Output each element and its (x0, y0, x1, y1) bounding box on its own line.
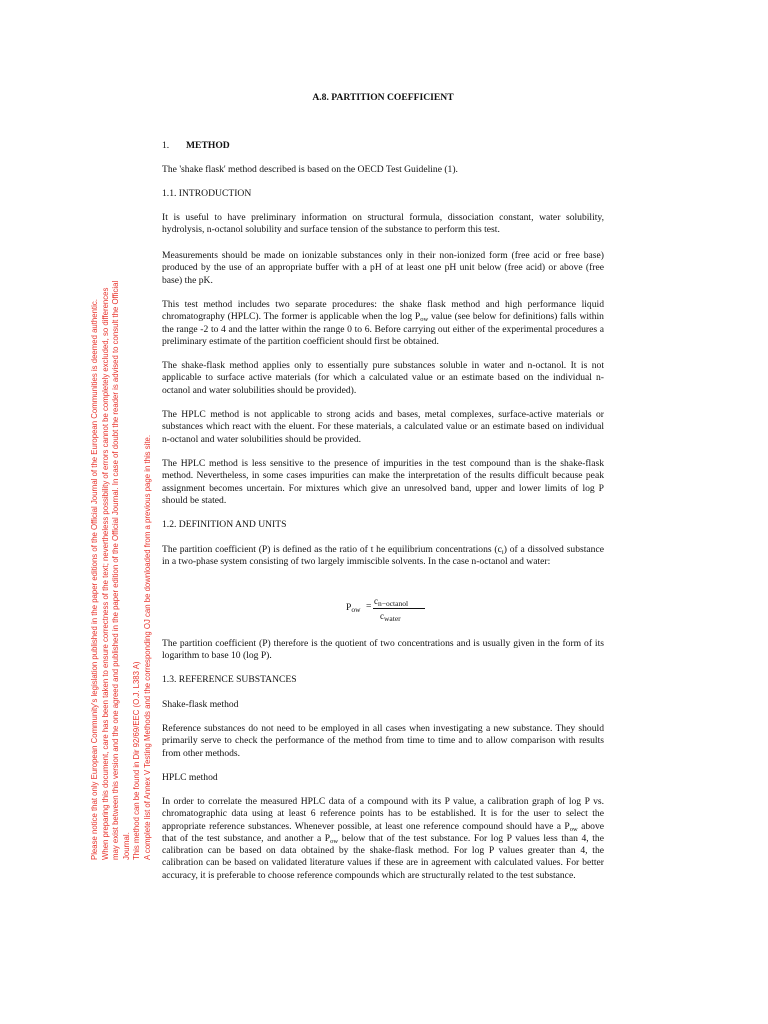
fraction-bar (373, 608, 425, 609)
subscript: ow (569, 825, 578, 833)
section-number: 1. (162, 140, 170, 151)
notice-line: This method can be found in Dir 92/69/EEC (O.J. L383 A) (132, 661, 141, 860)
shake-flask-subheading: Shake-flask method (162, 699, 239, 710)
introduction-heading: 1.1. INTRODUCTION (162, 188, 252, 199)
intro-paragraph-6: The HPLC method is less sensitive to the presence of impurities in the test compound than is the shake-flask method. Nevertheless, in some cases impurities can make the interpretation of the results difficult because peak assignment becomes uncertain. For mixtures which give an unresolved band, upper and lower limits of log P should be stated. (162, 458, 604, 506)
text-run: ) of a dissolved substance in a two-phase system consisting of two largely immiscible solvents. In the case n-octanol and water: (162, 544, 604, 568)
text-run: This test method includes two separate procedures: the shake flask method and high performance liquid chromatography (HPLC). The former is applicable when the log P (162, 299, 604, 323)
legal-notice-sidebar (90, 170, 156, 860)
formula-symbol: c (374, 596, 378, 606)
reference-heading: 1.3. REFERENCE SUBSTANCES (162, 674, 297, 685)
formula-lhs (346, 602, 361, 614)
text-run: In order to correlate the measured HPLC data of a compound with its P value, a calibration graph of log P vs. chromatographic data using at least 6 reference points has to be established. It is for the user to select the appropriate reference substances. Whenever possible, at least one reference compound should have a P (162, 796, 604, 832)
method-intro: The 'shake flask' method described is based on the OECD Test Guideline (1). (162, 164, 458, 175)
subscript: ow (420, 316, 429, 324)
subscript: ow (351, 605, 361, 614)
section-title: METHOD (186, 140, 230, 151)
intro-paragraph-4: The shake-flask method applies only to essentially pure substances soluble in water and n-octanol. It is not applicable to surface active materials (for which a calculated value or an estimate based on the individual n-octanol and water solubilities should be provided). (162, 360, 604, 396)
subscript: i (501, 549, 504, 556)
text-run: above that of the test substance, and another a P (162, 820, 604, 844)
intro-paragraph-3 (162, 299, 604, 348)
hplc-subheading: HPLC method (162, 772, 218, 783)
legal-notice-text (90, 170, 156, 860)
definition-paragraph-2: The partition coefficient (P) therefore is the quotient of two concentrations and is usually given in the form of its logarithm to base 10 (log P). (162, 638, 604, 662)
subscript: water (384, 614, 401, 623)
document-title: A.8. PARTITION COEFFICIENT (312, 92, 454, 103)
partition-coefficient-formula (162, 598, 604, 626)
notice-line: Please notice that only European Community's legislation published in the paper editions of the Official Journal of the European Communities is deemed authentic. (90, 299, 99, 860)
hplc-paragraph (162, 796, 604, 882)
intro-paragraph-5: The HPLC method is not applicable to strong acids and bases, metal complexes, surface-active materials or substances which react with the eluent. For these materials, a calculated value or an estimate based on individual n-octanol and water solubilities should be provided. (162, 409, 604, 445)
text-run: below that of the test substance. For log P values less than 4, the calibration can be based on data obtained by the shake-flask method. For log P values greater than 4, the calibration can be based on validated literature values if these are in agreement with calculated values. For better accuracy, it is preferable to choose reference compounds which are structurally related to the test substance. (162, 832, 604, 881)
intro-paragraph-2: Measurements should be made on ionizable substances only in their non-ionized form (free acid or free base) produced by the use of an appropriate buffer with a pH of at least one pH unit below (free acid) or above (free base) the pK. (162, 250, 604, 286)
formula-symbol: c (380, 611, 384, 621)
intro-paragraph-1: It is useful to have preliminary information on structural formula, dissociation constant, water solubility, hydrolysis, n-octanol solubility and surface tension of the substance to perform this test. (162, 212, 604, 236)
subscript: ow (330, 837, 339, 845)
text-run: The partition coefficient (P) is defined as the ratio of t he equilibrium concentrations (c (162, 544, 502, 555)
notice-line: A complete list of Annex V Testing Methods and the corresponding OJ can be downloaded from a previous page in this site. (142, 434, 152, 860)
notice-line: Journal. (121, 832, 131, 860)
subscript: n−octanol (378, 599, 409, 608)
formula-numerator (374, 595, 408, 607)
definition-heading: 1.2. DEFINITION AND UNITS (162, 519, 287, 530)
method-heading (162, 140, 604, 152)
text-run: value (see below for definitions) falls within the range -2 to 4 and the latter within the range 0 to 6. Before carrying out either of the experimental procedures a preliminary estimate of the partition coefficient should first be obtained. (162, 311, 604, 347)
reference-paragraph: Reference substances do not need to be employed in all cases when investigating a new substance. They should primarily serve to check the performance of the method from time to time and to allow comparison with results from other methods. (162, 723, 604, 759)
formula-symbol: P (346, 602, 352, 613)
definition-paragraph-1 (162, 544, 604, 569)
notice-line: may exist between this version and the one agreed and published in the paper edition of the Official Journal. In case of doubt the reader is advised to consult the Official (111, 280, 120, 860)
notice-line: When preparing this document, care has been taken to ensure correctness of the text; nevertheless possibility of errors cannot be completely excluded, so differences (100, 287, 110, 860)
formula-denominator (380, 610, 401, 622)
formula-equals: = (366, 601, 372, 612)
